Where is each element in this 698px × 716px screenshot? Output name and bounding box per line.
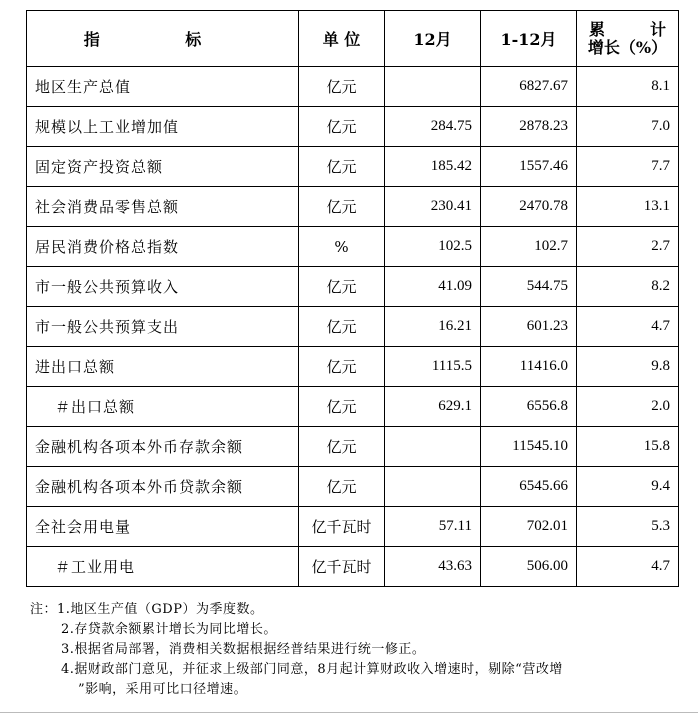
row-name: ＃出口总额	[27, 387, 299, 427]
table-row	[27, 307, 679, 347]
row-growth-value: 2.7	[577, 227, 679, 267]
row-ytd-value: 2470.78	[481, 187, 577, 227]
row-ytd-value: 11545.10	[481, 427, 577, 467]
row-ytd-value: 506.00	[481, 547, 577, 587]
row-name: 固定资产投资总额	[27, 147, 299, 187]
table-row	[27, 347, 679, 387]
footnotes	[30, 600, 680, 700]
note-1: 注：1.地区生产值（GDP）为季度数。	[30, 602, 264, 617]
table-row	[27, 427, 679, 467]
header-growth	[577, 11, 679, 67]
row-growth-value: 4.7	[577, 547, 679, 587]
row-month-value	[385, 427, 481, 467]
header-growth-char-2: 计	[649, 19, 666, 39]
table-row	[27, 547, 679, 587]
table-row	[27, 147, 679, 187]
row-month-value: 1115.5	[385, 347, 481, 387]
row-name: 社会消费品零售总额	[27, 187, 299, 227]
row-month-value: 230.41	[385, 187, 481, 227]
table-row	[27, 507, 679, 547]
note-4-continued: ”影响，采用可比口径增速。	[78, 682, 248, 697]
row-ytd-value: 2878.23	[481, 107, 577, 147]
header-unit: 单 位	[299, 11, 385, 67]
row-ytd-value: 601.23	[481, 307, 577, 347]
row-unit: 亿元	[299, 147, 385, 187]
row-name: 金融机构各项本外币贷款余额	[27, 467, 299, 507]
row-unit: %	[299, 227, 385, 267]
row-unit: 亿元	[299, 107, 385, 147]
row-month-value: 41.09	[385, 267, 481, 307]
table-row	[27, 67, 679, 107]
row-ytd-value: 702.01	[481, 507, 577, 547]
table-row	[27, 107, 679, 147]
row-unit: 亿元	[299, 307, 385, 347]
row-unit: 亿元	[299, 387, 385, 427]
row-unit: 亿元	[299, 467, 385, 507]
table-row	[27, 187, 679, 227]
row-name: 市一般公共预算收入	[27, 267, 299, 307]
row-month-value: 43.63	[385, 547, 481, 587]
row-month-value: 16.21	[385, 307, 481, 347]
row-unit: 亿元	[299, 67, 385, 107]
table-header-row	[27, 11, 679, 67]
row-ytd-value: 11416.0	[481, 347, 577, 387]
row-ytd-value: 6556.8	[481, 387, 577, 427]
bottom-divider	[0, 712, 698, 713]
row-growth-value: 9.4	[577, 467, 679, 507]
row-month-value: 57.11	[385, 507, 481, 547]
row-unit: 亿千瓦时	[299, 507, 385, 547]
row-name: 市一般公共预算支出	[27, 307, 299, 347]
table-row	[27, 467, 679, 507]
row-ytd-value: 6827.67	[481, 67, 577, 107]
row-name: 金融机构各项本外币存款余额	[27, 427, 299, 467]
row-name: 规模以上工业增加值	[27, 107, 299, 147]
row-growth-value: 7.7	[577, 147, 679, 187]
row-growth-value: 9.8	[577, 347, 679, 387]
row-ytd-value: 6545.66	[481, 467, 577, 507]
row-month-value: 629.1	[385, 387, 481, 427]
row-name: 居民消费价格总指数	[27, 227, 299, 267]
row-growth-value: 8.2	[577, 267, 679, 307]
table-row	[27, 387, 679, 427]
row-growth-value: 15.8	[577, 427, 679, 467]
note-4: 4.据财政部门意见，并征求上级部门同意，8月起计算财政收入增速时，剔除“营改增	[61, 662, 563, 677]
table-row	[27, 227, 679, 267]
header-ytd: 1-12月	[481, 11, 577, 67]
row-unit: 亿元	[299, 267, 385, 307]
row-month-value: 185.42	[385, 147, 481, 187]
statistics-table	[26, 10, 679, 587]
row-unit: 亿千瓦时	[299, 547, 385, 587]
row-name: ＃工业用电	[27, 547, 299, 587]
row-growth-value: 5.3	[577, 507, 679, 547]
header-growth-char-1: 累	[589, 19, 606, 39]
header-indicator: 指 标	[27, 11, 299, 67]
row-month-value: 102.5	[385, 227, 481, 267]
row-name: 全社会用电量	[27, 507, 299, 547]
row-growth-value: 13.1	[577, 187, 679, 227]
note-2: 2.存贷款余额累计增长为同比增长。	[61, 622, 277, 637]
row-ytd-value: 1557.46	[481, 147, 577, 187]
row-growth-value: 2.0	[577, 387, 679, 427]
row-unit: 亿元	[299, 187, 385, 227]
row-name: 地区生产总值	[27, 67, 299, 107]
row-unit: 亿元	[299, 427, 385, 467]
row-growth-value: 4.7	[577, 307, 679, 347]
row-growth-value: 8.1	[577, 67, 679, 107]
row-unit: 亿元	[299, 347, 385, 387]
row-name: 进出口总额	[27, 347, 299, 387]
row-growth-value: 7.0	[577, 107, 679, 147]
header-month: 12月	[385, 11, 481, 67]
note-3: 3.根据省局部署，消费相关数据根据经普结果进行统一修正。	[61, 642, 426, 657]
row-month-value	[385, 467, 481, 507]
row-ytd-value: 102.7	[481, 227, 577, 267]
row-ytd-value: 544.75	[481, 267, 577, 307]
row-month-value: 284.75	[385, 107, 481, 147]
header-growth-line2: 增长（%）	[587, 37, 668, 57]
row-month-value	[385, 67, 481, 107]
table-row	[27, 267, 679, 307]
